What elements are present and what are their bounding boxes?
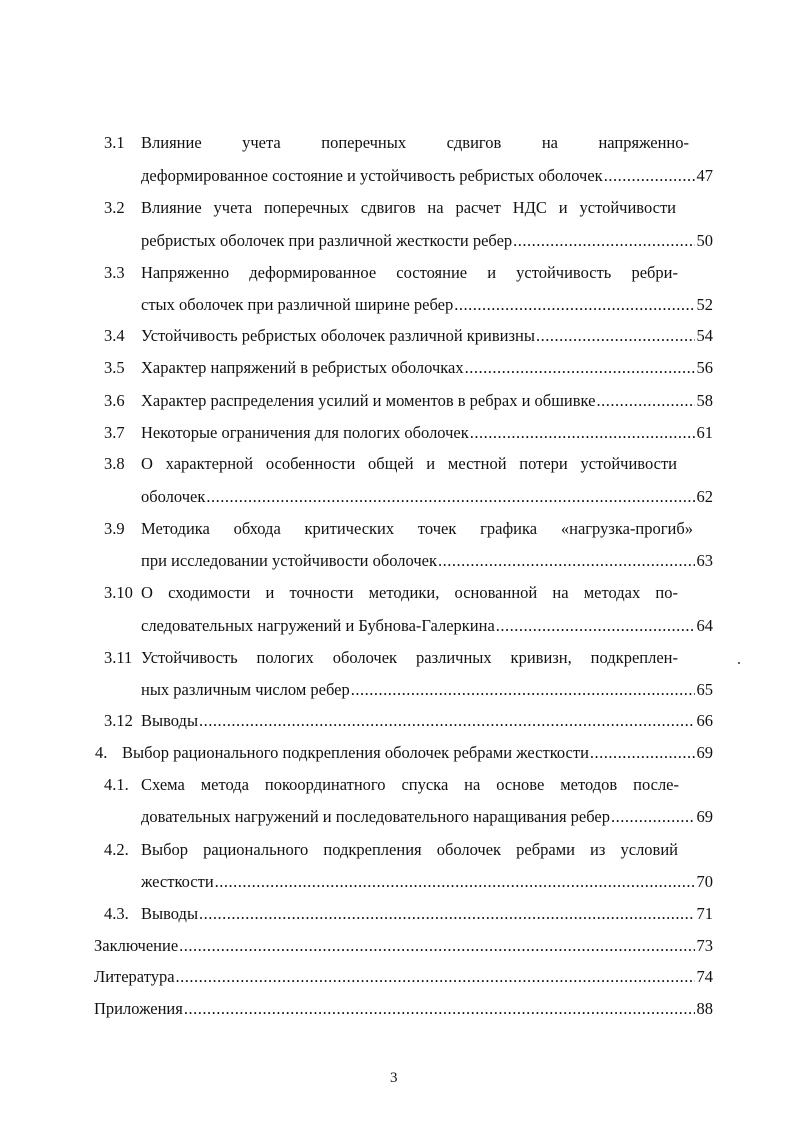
- toc-entry-title-line: Выбор рационального подкрепления оболочек ребрами жесткости: [122, 743, 589, 762]
- dot-leader: [438, 551, 695, 571]
- dot-leader: [611, 807, 695, 827]
- dot-leader: [351, 680, 695, 700]
- toc-entry-leader-line: [141, 616, 713, 636]
- toc-entry-title-line: Напряженно деформированное состояние и устойчивость ребри-: [141, 263, 678, 282]
- toc-entry-page: 64: [696, 616, 713, 635]
- toc-entry-leader-line: [122, 743, 713, 763]
- toc-entry-number: 3.7: [104, 423, 125, 442]
- toc-entry-leader-line: [141, 872, 713, 892]
- toc-entry: [0, 391, 793, 415]
- toc-entry: [0, 648, 793, 708]
- toc-entry: [0, 840, 793, 900]
- toc-entry: [0, 358, 793, 382]
- toc-entry: [0, 583, 793, 643]
- toc-entry-title-line: Устойчивость пологих оболочек различных кривизн, подкреплен-: [141, 648, 678, 667]
- toc-entry: [0, 263, 793, 323]
- toc-entry-page: 61: [696, 423, 713, 442]
- dot-leader: [536, 326, 695, 346]
- toc-entry-number: 3.4: [104, 326, 125, 345]
- toc-entry-number: 3.5: [104, 358, 125, 377]
- toc-entry-title-line: деформированное состояние и устойчивость ребристых оболочек: [141, 166, 603, 185]
- toc-entry-title-line: при исследовании устойчивости оболочек: [141, 551, 437, 570]
- toc-entry-number: 3.10: [104, 583, 133, 602]
- toc-entry-title-line: Устойчивость ребристых оболочек различной кривизны: [141, 326, 535, 345]
- toc-entry-title-line: стых оболочек при различной ширине ребер: [141, 295, 454, 314]
- toc-entry-page: 58: [696, 391, 713, 410]
- toc-entry-page: 47: [696, 166, 713, 185]
- toc-entry: [0, 454, 793, 514]
- toc-entry-title-line: Выводы: [141, 904, 199, 923]
- toc-entry-leader-line: [141, 166, 713, 186]
- dot-leader: [184, 999, 695, 1019]
- toc-entry-leader-line: [141, 487, 713, 507]
- scan-speck: [738, 662, 740, 664]
- toc-entry-number: 3.11: [104, 648, 133, 667]
- toc-entry-page: 50: [696, 231, 713, 250]
- toc-entry-title-line: ребристых оболочек при различной жесткости ребер: [141, 231, 513, 250]
- toc-entry-title-line: Выводы: [141, 711, 199, 730]
- dot-leader: [604, 166, 695, 186]
- toc-entry-page: 74: [696, 967, 713, 986]
- toc-entry: [0, 967, 793, 991]
- toc-entry: [0, 519, 793, 579]
- toc-entry-page: 56: [696, 358, 713, 377]
- toc-entry-leader-line: [141, 231, 713, 251]
- toc-entry-title-line: следовательных нагружений и Бубнова-Галеркина: [141, 616, 495, 635]
- toc-entry-title-line: ных различным числом ребер: [141, 680, 350, 699]
- dot-leader: [179, 936, 694, 956]
- toc-entry-title-line: Влияние учета поперечных сдвигов на расчет НДС и устойчивости: [141, 198, 676, 217]
- toc-entry-page: 69: [696, 807, 713, 826]
- toc-entry-title-line: Литература: [94, 967, 175, 986]
- toc-entry-page: 88: [696, 999, 713, 1018]
- toc-entry-leader-line: [94, 967, 713, 987]
- toc-entry-leader-line: [141, 807, 713, 827]
- toc-entry-number: 4.1.: [104, 775, 129, 794]
- toc-entry: [0, 743, 793, 767]
- toc-entry-title-line: Приложения: [94, 999, 183, 1018]
- toc-entry-number: 3.12: [104, 711, 133, 730]
- dot-leader: [215, 872, 695, 892]
- toc-entry-number: 3.9: [104, 519, 125, 538]
- toc-entry-title-line: Выбор рационального подкрепления оболочек ребрами из условий: [141, 840, 678, 859]
- toc-entry-leader-line: [94, 936, 713, 956]
- toc-entry-number: 4.: [95, 743, 108, 762]
- toc-entry-number: 3.6: [104, 391, 125, 410]
- toc-entry-title-line: Характер распределения усилий и моментов в ребрах и обшивке: [141, 391, 596, 410]
- toc-entry-title-line: О сходимости и точности методики, основанной на методах по-: [141, 583, 678, 602]
- dot-leader: [590, 743, 695, 763]
- page-number: 3: [390, 1070, 398, 1086]
- toc-entry-number: 3.3: [104, 263, 125, 282]
- toc-entry-leader-line: [141, 904, 713, 924]
- toc-entry-leader-line: [94, 999, 713, 1019]
- toc-entry-title-line: оболочек: [141, 487, 206, 506]
- toc-entry: [0, 904, 793, 928]
- toc-entry-leader-line: [141, 423, 713, 443]
- dot-leader: [199, 904, 694, 924]
- toc-entry-page: 65: [696, 680, 713, 699]
- toc-entry-leader-line: [141, 680, 713, 700]
- dot-leader: [496, 616, 695, 636]
- dot-leader: [206, 487, 694, 507]
- toc-entry-leader-line: [141, 295, 713, 315]
- toc-entry: [0, 423, 793, 447]
- toc-entry: [0, 133, 793, 193]
- toc-entry-number: 4.2.: [104, 840, 129, 859]
- toc-entry-page: 69: [696, 743, 713, 762]
- dot-leader: [596, 391, 694, 411]
- toc-entry: [0, 936, 793, 960]
- toc-entry-title-line: Некоторые ограничения для пологих оболочек: [141, 423, 469, 442]
- toc-entry-title-line: Методика обхода критических точек графика «нагрузка-прогиб»: [141, 519, 693, 538]
- toc-entry-title-line: довательных нагружений и последовательного наращивания ребер: [141, 807, 610, 826]
- toc-entry-number: 3.1: [104, 133, 125, 152]
- toc-entry-leader-line: [141, 711, 713, 731]
- toc-entry: [0, 999, 793, 1023]
- toc-entry-page: 63: [696, 551, 713, 570]
- toc-entry-title-line: жесткости: [141, 872, 214, 891]
- toc-entry-page: 71: [696, 904, 713, 923]
- dot-leader: [176, 967, 695, 987]
- toc-entry-page: 62: [696, 487, 713, 506]
- toc-entry-number: 3.8: [104, 454, 125, 473]
- dot-leader: [465, 358, 695, 378]
- toc-entry-number: 4.3.: [104, 904, 129, 923]
- toc-entry: [0, 711, 793, 735]
- toc-entry-title-line: О характерной особенности общей и местной потери устойчивости: [141, 454, 677, 473]
- toc-entry-title-line: Влияние учета поперечных сдвигов на напряженно-: [141, 133, 689, 152]
- toc-entry-page: 73: [696, 936, 713, 955]
- toc-entry-leader-line: [141, 326, 713, 346]
- toc-entry: [0, 326, 793, 350]
- toc-entry-title-line: Схема метода покоординатного спуска на основе методов после-: [141, 775, 679, 794]
- toc-entry-page: 52: [696, 295, 713, 314]
- toc-entry: [0, 775, 793, 835]
- toc-entry-page: 70: [696, 872, 713, 891]
- dot-leader: [513, 231, 694, 251]
- toc-entry-leader-line: [141, 551, 713, 571]
- dot-leader: [454, 295, 694, 315]
- toc-entry-title-line: Заключение: [94, 936, 179, 955]
- toc-entry-leader-line: [141, 391, 713, 411]
- dot-leader: [199, 711, 694, 731]
- toc-entry-number: 3.2: [104, 198, 125, 217]
- toc-entry-page: 54: [696, 326, 713, 345]
- dot-leader: [470, 423, 695, 443]
- toc-entry-page: 66: [696, 711, 713, 730]
- toc-entry-title-line: Характер напряжений в ребристых оболочках: [141, 358, 464, 377]
- toc-entry: [0, 198, 793, 258]
- toc-entry-leader-line: [141, 358, 713, 378]
